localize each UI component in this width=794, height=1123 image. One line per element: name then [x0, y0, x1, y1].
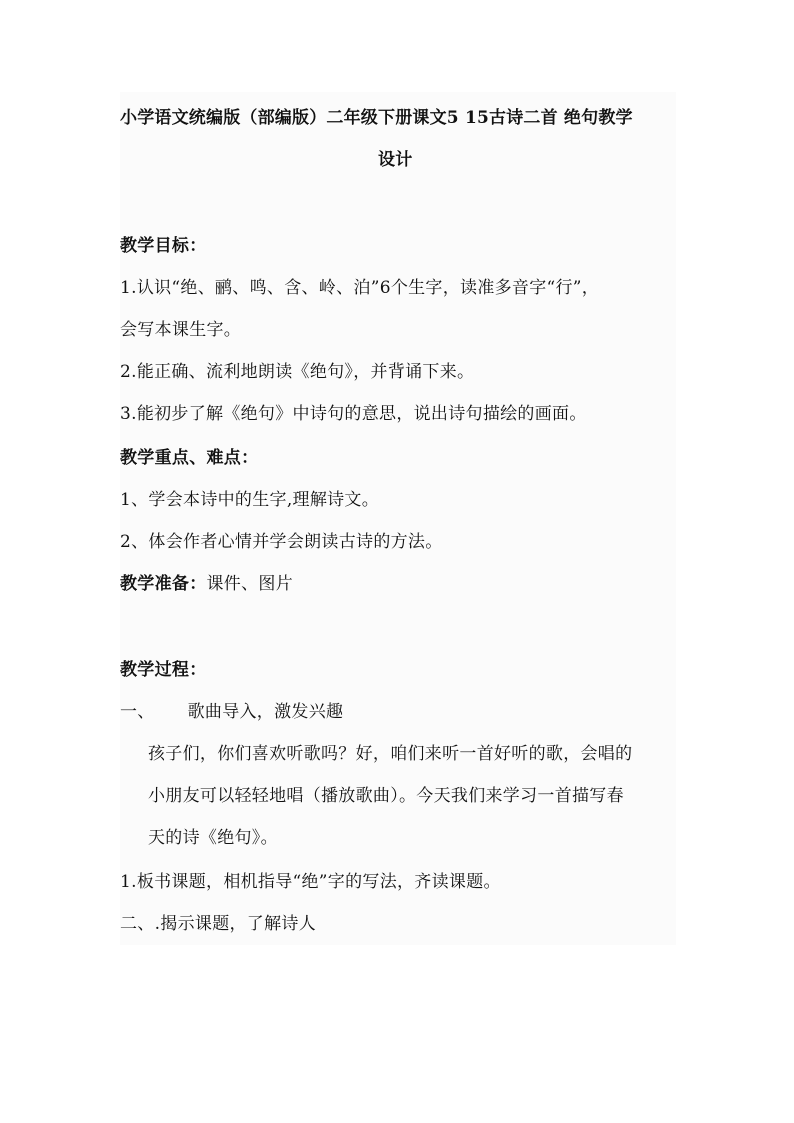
objective-1-line-1: 1.认识“绝、鹂、鸣、含、岭、泊”6个生字，读准多音字“行”， [120, 278, 600, 298]
objective-1-line-2: 会写本课生字。 [120, 320, 242, 340]
objective-3: 3.能初步了解《绝句》中诗句的意思，说出诗句描绘的画面。 [120, 404, 587, 424]
step-1-paragraph-line-2: 小朋友可以轻轻地唱（播放歌曲）。今天我们来学习一首描写春 [148, 786, 624, 806]
key-point-2: 2、体会作者心情并学会朗读古诗的方法。 [120, 532, 443, 552]
step-1-sub-item-1: 1.板书课题，相机指导“绝”字的写法，齐读课题。 [120, 872, 501, 892]
step-1-title: 歌曲导入，激发兴趣 [187, 702, 344, 722]
process-heading: 教学过程： [120, 660, 207, 680]
step-1-number: 一、 [120, 702, 155, 722]
step-2-heading: 二、.揭示课题，了解诗人 [120, 914, 317, 934]
preparation-line [120, 572, 293, 596]
document-page [120, 92, 676, 945]
step-1-paragraph-line-3: 天的诗《绝句》。 [148, 828, 278, 848]
document-title-line-1: 小学语文统编版（部编版）二年级下册课文5 15古诗二首 绝句教学 [120, 108, 633, 128]
key-points-heading: 教学重点、难点： [120, 448, 259, 468]
step-1-heading [120, 700, 343, 724]
objectives-heading: 教学目标： [120, 236, 207, 256]
objective-2: 2.能正确、流利地朗读《绝句》，并背诵下来。 [120, 362, 475, 382]
key-point-1: 1、学会本诗中的生字,理解诗文。 [120, 490, 380, 510]
step-1-paragraph-line-1: 孩子们，你们喜欢听歌吗？好，咱们来听一首好听的歌，会唱的 [148, 744, 633, 764]
document-title-line-2: 设计 [378, 150, 413, 170]
preparation-value: 课件、图片 [206, 574, 293, 594]
preparation-heading: 教学准备： [120, 574, 207, 594]
